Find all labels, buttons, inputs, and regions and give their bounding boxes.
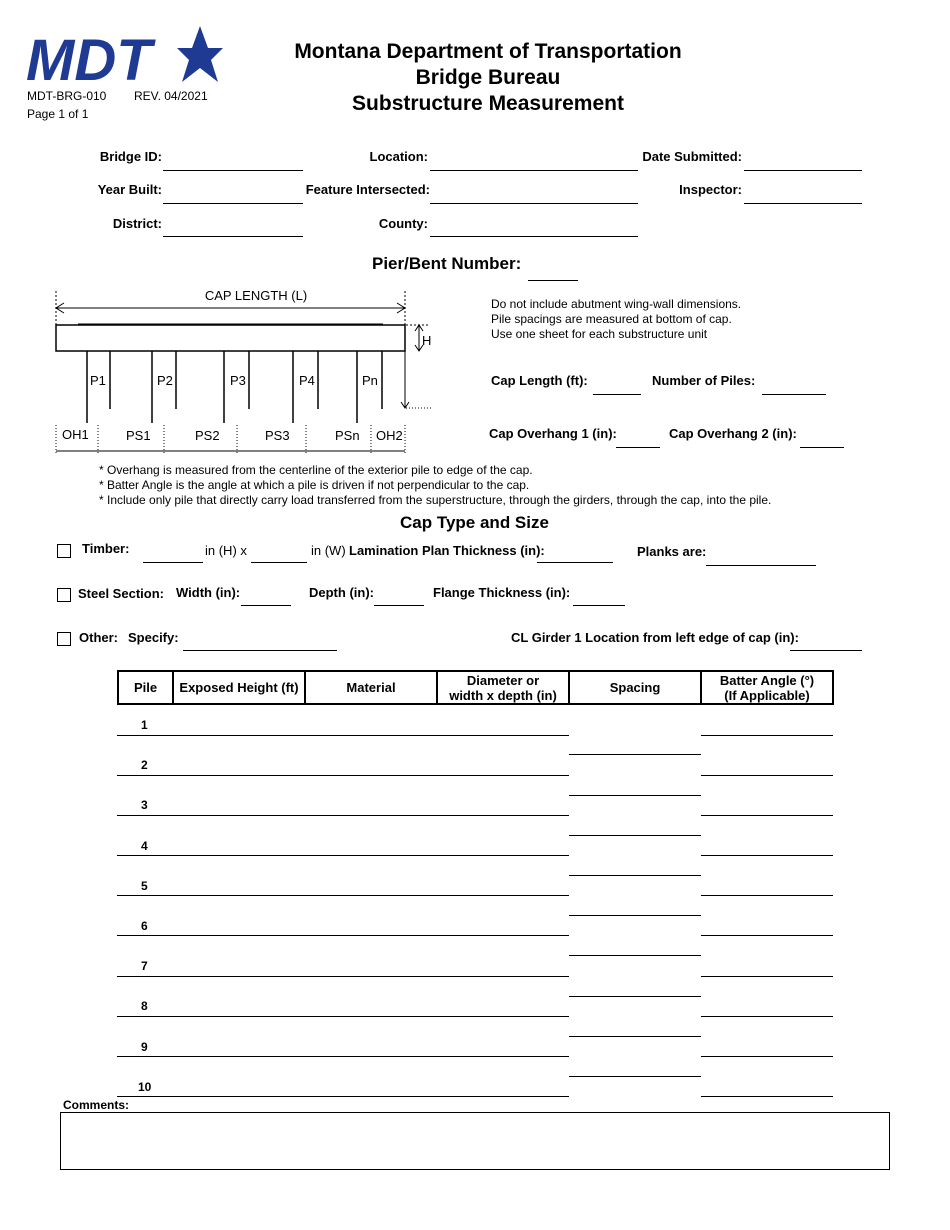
- spacing-field[interactable]: [569, 996, 701, 997]
- spacing-field[interactable]: [569, 835, 701, 836]
- col-header-batter-angle: Batter Angle (°) (If Applicable): [701, 671, 833, 704]
- form-id: MDT-BRG-010: [27, 89, 107, 103]
- page-number: Page 1 of 1: [27, 107, 89, 121]
- pile-row-line[interactable]: [117, 1096, 569, 1097]
- cap-length-field[interactable]: [593, 394, 641, 395]
- instruction-line: Use one sheet for each substructure unit: [491, 327, 708, 341]
- pile-number: 8: [141, 999, 148, 1013]
- pile-number: 4: [141, 839, 148, 853]
- flange-field[interactable]: [573, 605, 625, 606]
- pile-number: 1: [141, 718, 148, 732]
- steel-section-label: Steel Section:: [78, 586, 164, 601]
- instruction-line: Pile spacings are measured at bottom of cap.: [491, 312, 732, 326]
- other-label: Other:: [79, 630, 118, 645]
- feature-intersected-label: Feature Intersected:: [305, 182, 430, 197]
- revision: REV. 04/2021: [134, 89, 208, 103]
- pile-row-line[interactable]: [117, 935, 569, 936]
- note-include: * Include only pile that directly carry load transferred from the superstructure, through the girders, through the cap, into the pile.: [99, 493, 772, 507]
- pile-row-line[interactable]: [117, 1016, 569, 1017]
- spacing-field[interactable]: [569, 1036, 701, 1037]
- label-ps3: PS3: [265, 428, 290, 443]
- depth-label: Depth (in):: [309, 585, 374, 600]
- label-psn: PSn: [335, 428, 360, 443]
- col-header-pile: Pile: [118, 671, 173, 704]
- cap-type-heading: Cap Type and Size: [400, 513, 549, 532]
- pile-label-p1: P1: [90, 373, 106, 388]
- specify-label: Specify:: [128, 630, 179, 645]
- specify-field[interactable]: [183, 650, 337, 651]
- bridge-id-label: Bridge ID:: [99, 149, 162, 164]
- page-title-form: Substructure Measurement: [352, 92, 624, 115]
- inspector-field[interactable]: [744, 203, 862, 204]
- spacing-field[interactable]: [569, 754, 701, 755]
- mdt-logo: [24, 24, 224, 86]
- lamination-label: Lamination Plan Thickness (in):: [349, 543, 545, 558]
- overhang2-field[interactable]: [800, 447, 844, 448]
- cl-girder-field[interactable]: [790, 650, 862, 651]
- date-submitted-label: Date Submitted:: [642, 149, 742, 164]
- pile-number: 7: [141, 959, 148, 973]
- inspector-label: Inspector:: [679, 182, 742, 197]
- feature-intersected-field[interactable]: [430, 203, 638, 204]
- width-field[interactable]: [241, 605, 291, 606]
- pile-row-line[interactable]: [117, 815, 569, 816]
- batter-field[interactable]: [701, 1096, 833, 1097]
- district-field[interactable]: [163, 236, 303, 237]
- pile-label-p2: P2: [157, 373, 173, 388]
- batter-field[interactable]: [701, 855, 833, 856]
- col-header-exposed-height: Exposed Height (ft): [173, 671, 305, 704]
- pier-bent-field[interactable]: [528, 280, 578, 281]
- cap-length-label: Cap Length (ft):: [491, 373, 588, 388]
- cap-diagram: [50, 285, 440, 460]
- batter-field[interactable]: [701, 895, 833, 896]
- pile-label-p3: P3: [230, 373, 246, 388]
- note-overhang: * Overhang is measured from the centerline of the exterior pile to edge of the cap.: [99, 463, 533, 477]
- county-field[interactable]: [430, 236, 638, 237]
- pile-row-line[interactable]: [117, 735, 569, 736]
- batter-field[interactable]: [701, 735, 833, 736]
- logo-star-icon: [177, 26, 223, 82]
- pile-row-line[interactable]: [117, 976, 569, 977]
- spacing-field[interactable]: [569, 875, 701, 876]
- pile-row-line[interactable]: [117, 775, 569, 776]
- year-built-field[interactable]: [163, 203, 303, 204]
- comments-box[interactable]: [60, 1112, 890, 1170]
- batter-field[interactable]: [701, 935, 833, 936]
- page-title-bureau: Bridge Bureau: [415, 66, 561, 89]
- page-title-org: Montana Department of Transportation: [294, 40, 682, 63]
- logo-text: MDT: [26, 28, 152, 86]
- pile-number: 9: [141, 1040, 148, 1054]
- pile-row-line[interactable]: [117, 895, 569, 896]
- location-label: Location:: [369, 149, 428, 164]
- batter-field[interactable]: [701, 815, 833, 816]
- bridge-id-field[interactable]: [163, 170, 303, 171]
- pile-row-line[interactable]: [117, 855, 569, 856]
- date-submitted-field[interactable]: [744, 170, 862, 171]
- planks-are-label: Planks are:: [637, 544, 707, 559]
- timber-height-field[interactable]: [143, 562, 203, 563]
- number-of-piles-label: Number of Piles:: [652, 373, 756, 388]
- batter-field[interactable]: [701, 775, 833, 776]
- spacing-field[interactable]: [569, 955, 701, 956]
- pile-table: [117, 670, 834, 705]
- col-header-diameter: Diameter or width x depth (in): [437, 671, 569, 704]
- batter-field[interactable]: [701, 976, 833, 977]
- pile-label-p4: P4: [299, 373, 315, 388]
- label-oh2: OH2: [376, 428, 403, 443]
- county-label: County:: [378, 216, 428, 231]
- in-h-x-label: in (H) x: [205, 543, 247, 558]
- spacing-field[interactable]: [569, 915, 701, 916]
- col-header-material: Material: [305, 671, 437, 704]
- other-checkbox[interactable]: [57, 632, 71, 646]
- table-header-row: [118, 671, 833, 704]
- cap-length-text: CAP LENGTH (L): [204, 288, 308, 303]
- comments-label: Comments:: [63, 1098, 130, 1112]
- note-batter: * Batter Angle is the angle at which a pile is driven if not perpendicular to the cap.: [99, 478, 530, 492]
- pile-row-line[interactable]: [117, 1056, 569, 1057]
- pier-bent-label: Pier/Bent Number:: [372, 254, 522, 273]
- planks-are-field[interactable]: [706, 565, 816, 566]
- cl-girder-label: CL Girder 1 Location from left edge of cap (in):: [511, 630, 799, 645]
- spacing-field[interactable]: [569, 795, 701, 796]
- timber-width-field[interactable]: [251, 562, 307, 563]
- in-w-label: in (W): [311, 543, 346, 558]
- batter-field[interactable]: [701, 1056, 833, 1057]
- label-oh1: OH1: [62, 427, 89, 442]
- timber-label: Timber:: [82, 541, 130, 556]
- overhang1-label: Cap Overhang 1 (in):: [489, 426, 617, 441]
- pile-number: 6: [141, 919, 148, 933]
- steel-section-checkbox[interactable]: [57, 588, 71, 602]
- overhang1-field[interactable]: [616, 447, 660, 448]
- cap-rect: [56, 325, 405, 351]
- spacing-field[interactable]: [569, 1076, 701, 1077]
- pile-label-pn: Pn: [362, 373, 378, 388]
- h-text: H: [422, 333, 432, 348]
- district-label: District:: [112, 216, 162, 231]
- timber-checkbox[interactable]: [57, 544, 71, 558]
- pile-number: 10: [138, 1080, 152, 1094]
- col-header-spacing: Spacing: [569, 671, 701, 704]
- pile-number: 2: [141, 758, 148, 772]
- flange-label: Flange Thickness (in):: [433, 585, 571, 600]
- depth-field[interactable]: [374, 605, 424, 606]
- lamination-field[interactable]: [537, 562, 613, 563]
- batter-field[interactable]: [701, 1016, 833, 1017]
- overhang2-label: Cap Overhang 2 (in):: [669, 426, 797, 441]
- location-field[interactable]: [430, 170, 638, 171]
- pile-number: 5: [141, 879, 148, 893]
- label-ps2: PS2: [195, 428, 220, 443]
- number-of-piles-field[interactable]: [762, 394, 826, 395]
- width-label: Width (in):: [176, 585, 241, 600]
- pile-number: 3: [141, 798, 148, 812]
- instruction-line: Do not include abutment wing-wall dimensions.: [491, 297, 742, 311]
- year-built-label: Year Built:: [97, 182, 162, 197]
- label-ps1: PS1: [126, 428, 151, 443]
